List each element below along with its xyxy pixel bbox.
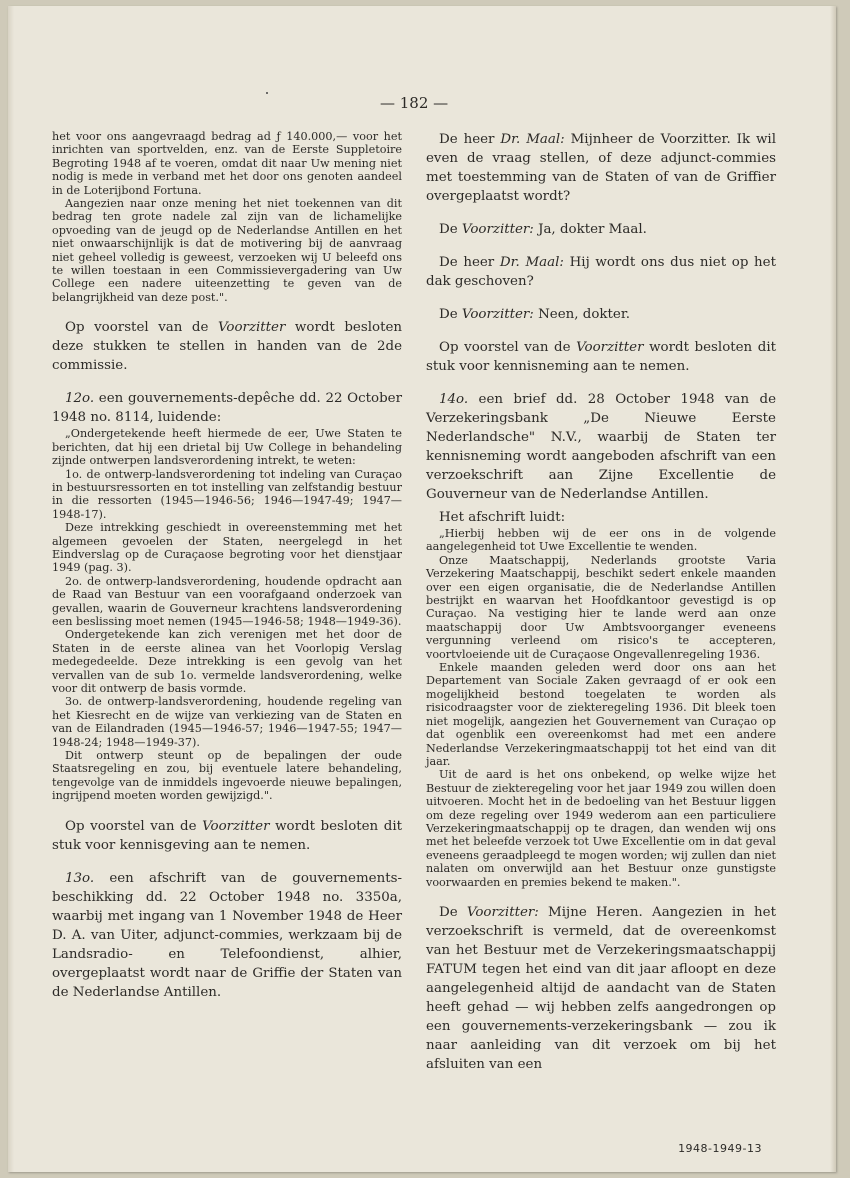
decision-paragraph: Op voorstel van de Voorzitter wordt besloten dit stuk voor kennisgeving aan te nemen.	[52, 818, 403, 853]
item-14: 14o. een brief dd. 28 October 1948 van de Verzekeringsbank „De Nieuwe Eerste Nederlandsche" N.V., waarbij de Staten ter kennisneming wordt aangeboden afschrift van een verzoekschrift aan Zijne Excellentie de Gouverneur van de Nederlandse Antillen.	[426, 392, 776, 502]
right-column	[426, 130, 776, 1074]
quote-paragraph: Enkele maanden geleden werd door ons aan het Departement van Sociale Zaken gevraagd of er ook een mogelijkheid bestond toegelaten te worden als risicodraagster voor de ziekteregeling 1936. Dit bleek toen niet mogelijk, aangezien het Gouvernement van Curaçao op dat ogenblik een overeenkomst had met een andere Nederlandse Verzekeringmaatschappij tot het eind van dit jaar.	[426, 661, 776, 768]
left-column	[52, 130, 402, 1002]
speech-paragraph: De Voorzitter: Ja, dokter Maal.	[439, 222, 647, 237]
speech-paragraph: De heer Dr. Maal: Hij wordt ons dus niet op het dak geschoven?	[426, 255, 776, 289]
quote-paragraph: „Hierbij hebben wij de eer ons in de volgende aangelegenheid tot Uwe Excellentie te wenden.	[426, 527, 776, 554]
footer-code: 1948-1949-13	[678, 1142, 762, 1155]
decision-paragraph: Op voorstel van de Voorzitter wordt besloten dit stuk voor kennisneming aan te nemen.	[426, 340, 777, 374]
quote-paragraph: Dit ontwerp steunt op de bepalingen der oude Staatsregeling en zou, bij eventuele latere behandeling, tengevolge van de inmiddels ingevoerde nieuwe bepalingen, ingrijpend moeten worden gewijzigd.".	[52, 749, 402, 803]
ink-dot	[266, 92, 268, 94]
quote-paragraph: Onze Maatschappij, Nederlands grootste Varia Verzekering Maatschappij, beschikt sedert enkele maanden over een eigen organisatie, die de Nederlandse Antillen bestrijkt en waarvan het Hoofdkantoor gevestigd is op Curaçao. Na vestiging hier te lande werd aan onze maatschappij door Uw Ambtsvoorganger eveneens vergunning verleend om risico's te accepteren, voortvloeiende uit de Curaçaose Ongevallenregeling 1936.	[426, 553, 776, 661]
quote-paragraph: Ondergetekende kan zich verenigen met het door de Staten in de eerste alinea van het Voorlopig Verslag medegedeelde. Deze intrekking is een gevolg van het vervallen van de sub 1o. vermelde landsverordening, welke voor dit ontwerp de basis vormde.	[52, 628, 402, 695]
quote-paragraph: 2o. de ontwerp-landsverordening, houdende opdracht aan de Raad van Bestuur van een voorafgaand onderzoek van gevallen, waarin de Gouverneur krachtens landsverordening een beslissing moet nemen (1945—1946-58; 1948—1949-36).	[52, 574, 402, 628]
quote-paragraph: Uit de aard is het ons onbekend, op welke wijze het Bestuur de ziekteregeling voor het jaar 1949 zou willen doen uitvoeren. Mocht het in de bedoeling van het Bestuur liggen om deze regeling over 1949 wederom aan een particuliere Verzekeringmaatschappij op te dragen, dan wenden wij ons met het beleefde verzoek tot Uwe Excellentie om in dat geval eveneens geraadpleegd te mogen worden; wij zullen dan niet nalaten om onverwijld aan het Bestuur onze gunstigste voorwaarden en premies bekend te maken.".	[426, 768, 776, 889]
page-right-edge	[830, 6, 836, 1172]
speech-paragraph: De heer Dr. Maal: Mijnheer de Voorzitter. Ik wil even de vraag stellen, of deze adjunct-commies met toestemming van de Staten of van de Griffier overgeplaatst wordt?	[426, 132, 776, 204]
quote-paragraph: Deze intrekking geschiedt in overeenstemming met het algemeen gevoelen der Staten, neergelegd in het Eindverslag op de Curaçaose begroting voor het dienstjaar 1949 (pag. 3).	[52, 521, 402, 575]
page-number: — 182 —	[380, 94, 449, 112]
speech-paragraph: De Voorzitter: Neen, dokter.	[439, 307, 631, 322]
quote-paragraph: 3o. de ontwerp-landsverordening, houdende regeling van het Kiesrecht en de wijze van verkiezing van de Staten en van de Eilandraden (1945—1946-57; 1946—1947-55; 1947—1948-24; 1948—1949-37).	[52, 695, 402, 749]
page-left-edge	[8, 6, 14, 1172]
decision-paragraph: Op voorstel van de Voorzitter wordt besloten deze stukken te stellen in handen van de 2de commissie.	[52, 320, 402, 374]
copy-heading: Het afschrift luidt:	[439, 510, 566, 525]
quote-paragraph: 1o. de ontwerp-landsverordening tot indeling van Curaçao in bestuursressorten en tot instelling van zelfstandig bestuur in die ressorten (1945—1946-56; 1946—1947-49; 1947—1948-17).	[52, 467, 402, 521]
item-12: 12o. een gouvernements-depêche dd. 22 October 1948 no. 8114, luidende:	[52, 391, 402, 426]
speech-paragraph: De Voorzitter: Mijne Heren. Aangezien in het verzoekschrift is vermeld, dat de overeenkomst van het Bestuur met de Verzekeringsmaatschappij FATUM tegen het eind van dit jaar afloopt en deze aangelegenheid altijd de aandacht van de Staten heeft gehad — wij hebben zelfs aangedrongen op een gouvernements-verzekeringsbank — zou ik naar aanleiding van dit verzoek om bij het afsluiten van een	[426, 904, 776, 1072]
document-page	[8, 6, 836, 1172]
paragraph: Aangezien naar onze mening het niet toekennen van dit bedrag ten grote nadele zal zijn van de lichamelijke opvoeding van de jeugd op de Nederlandse Antillen en het niet onwaarschijnlijk is dat de motivering bij de aanvraag niet geheel volledig is geweest, verzoeken wij U beleefd ons te willen toestaan in een Commissievergadering van Uw College een nadere uiteenzetting te geven van de belangrijkheid van deze post.".	[52, 197, 402, 304]
item-13: 13o. een afschrift van de gouvernements-beschikking dd. 22 October 1948 no. 3350a, waarbij met ingang van 1 November 1948 de Heer D. A. van Uiter, adjunct-commies, werkzaam bij de Landsradio- en Telefoondienst, alhier, overgeplaatst wordt naar de Griffie der Staten van de Nederlandse Antillen.	[52, 870, 402, 1000]
quote-paragraph: „Ondergetekende heeft hiermede de eer, Uwe Staten te berichten, dat hij een drietal bij Uw College in behandeling zijnde ontwerpen landsverordening intrekt, te weten:	[52, 427, 402, 468]
paragraph: het voor ons aangevraagd bedrag ad ƒ 140.000,— voor het inrichten van sportvelden, enz. van de Eerste Suppletoire Begroting 1948 af te voeren, omdat dit naar Uw mening niet nodig is mede in verband met het door ons genoten aandeel in de Loterijbond Fortuna.	[52, 130, 402, 197]
